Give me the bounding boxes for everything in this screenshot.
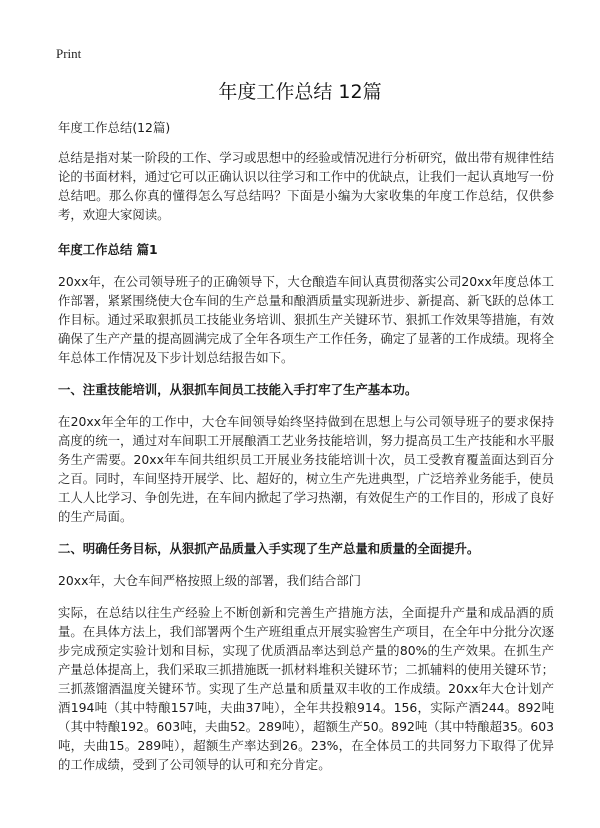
document-title: 年度工作总结 12篇 bbox=[218, 81, 382, 103]
print-label: Print bbox=[56, 46, 82, 61]
subsection-heading-2: 二、明确任务目标，从狠抓产品质量入手实现了生产总量和质量的全面提升。 bbox=[58, 541, 480, 556]
paragraph-1: 20xx年，在公司领导班子的正确领导下，大仓酿造车间认真贯彻落实公司20xx年度总体工作部署，紧紧围绕使大仓车间的生产总量和酿酒质量实现新进步、新提高、新飞跃的总体工作目标。通过采取狠抓员工技能业务培训、狠抓生产关键环节、狠抓工作效果等措施，有效确保了生产产量的提高圆满完成了全年各项生产工作任务，确定了显著的工作成绩。现将全年总体工作情况及下步计划总结报告如下。 bbox=[58, 274, 554, 365]
document-body bbox=[58, 118, 554, 787]
paragraph-2: 在20xx年全年的工作中，大仓车间领导始终坚持做到在思想上与公司领导班子的要求保持高度的统一，通过对车间职工开展酿酒工艺业务技能培训，努力提高员工生产技能和水平服务生产需要。20xx年车间共组织员工开展业务技能培训十次，员工受教育覆盖面达到百分之百。同时，车间坚持开展学、比、超好的，树立生产先进典型，广泛培养业务能手，使员工人人比学习、争创先进，在车间内掀起了学习热潮，有效促生产的工作目的，形成了良好的生产局面。 bbox=[58, 414, 554, 524]
subsection-heading-1: 一、注重技能培训，从狠抓车间员工技能入手打牢了生产基本功。 bbox=[58, 382, 418, 397]
paragraph-4: 实际，在总结以往生产经验上不断创新和完善生产措施方法，全面提升产量和成品酒的质量。在具体方法上，我们部署两个生产班组重点开展实验窖生产项目，在全年中分批分次逐步完成预定实验计划和目标，实现了优质酒品率达到总产量的80%的生产效果。在抓生产产量总体提高上，我们采取三抓措施既一抓材料堆积关键环节；二抓辅料的使用关键环节；三抓蒸馏酒温度关键环节。实现了生产总量和质量双丰收的工作成绩。20xx年大仓计划产酒194吨（其中特酿157吨，夫曲37吨），全年共投粮914。156，实际产酒244。892吨（其中特酿192。603吨，夫曲52。289吨），超额生产50。892吨（其中特酿超35。603吨，夫曲15。289吨），超额生产率达到26。23%，在全体员工的共同努力下取得了优异的工作成绩，受到了公司领导的认可和充分肯定。 bbox=[58, 605, 554, 772]
intro-paragraph: 总结是指对某一阶段的工作、学习或思想中的经验或情况进行分析研究，做出带有规律性结论的书面材料，通过它可以正确认识以往学习和工作中的优缺点，让我们一起认真地写一份总结吧。那么你真的懂得怎么写总结吗？下面是小编为大家收集的年度工作总结，仅供参考，欢迎大家阅读。 bbox=[58, 150, 554, 222]
document-subtitle: 年度工作总结(12篇) bbox=[58, 120, 171, 135]
section-heading: 年度工作总结 篇1 bbox=[58, 242, 158, 257]
paragraph-3: 20xx年，大仓车间严格按照上级的部署，我们结合部门 bbox=[58, 573, 362, 588]
